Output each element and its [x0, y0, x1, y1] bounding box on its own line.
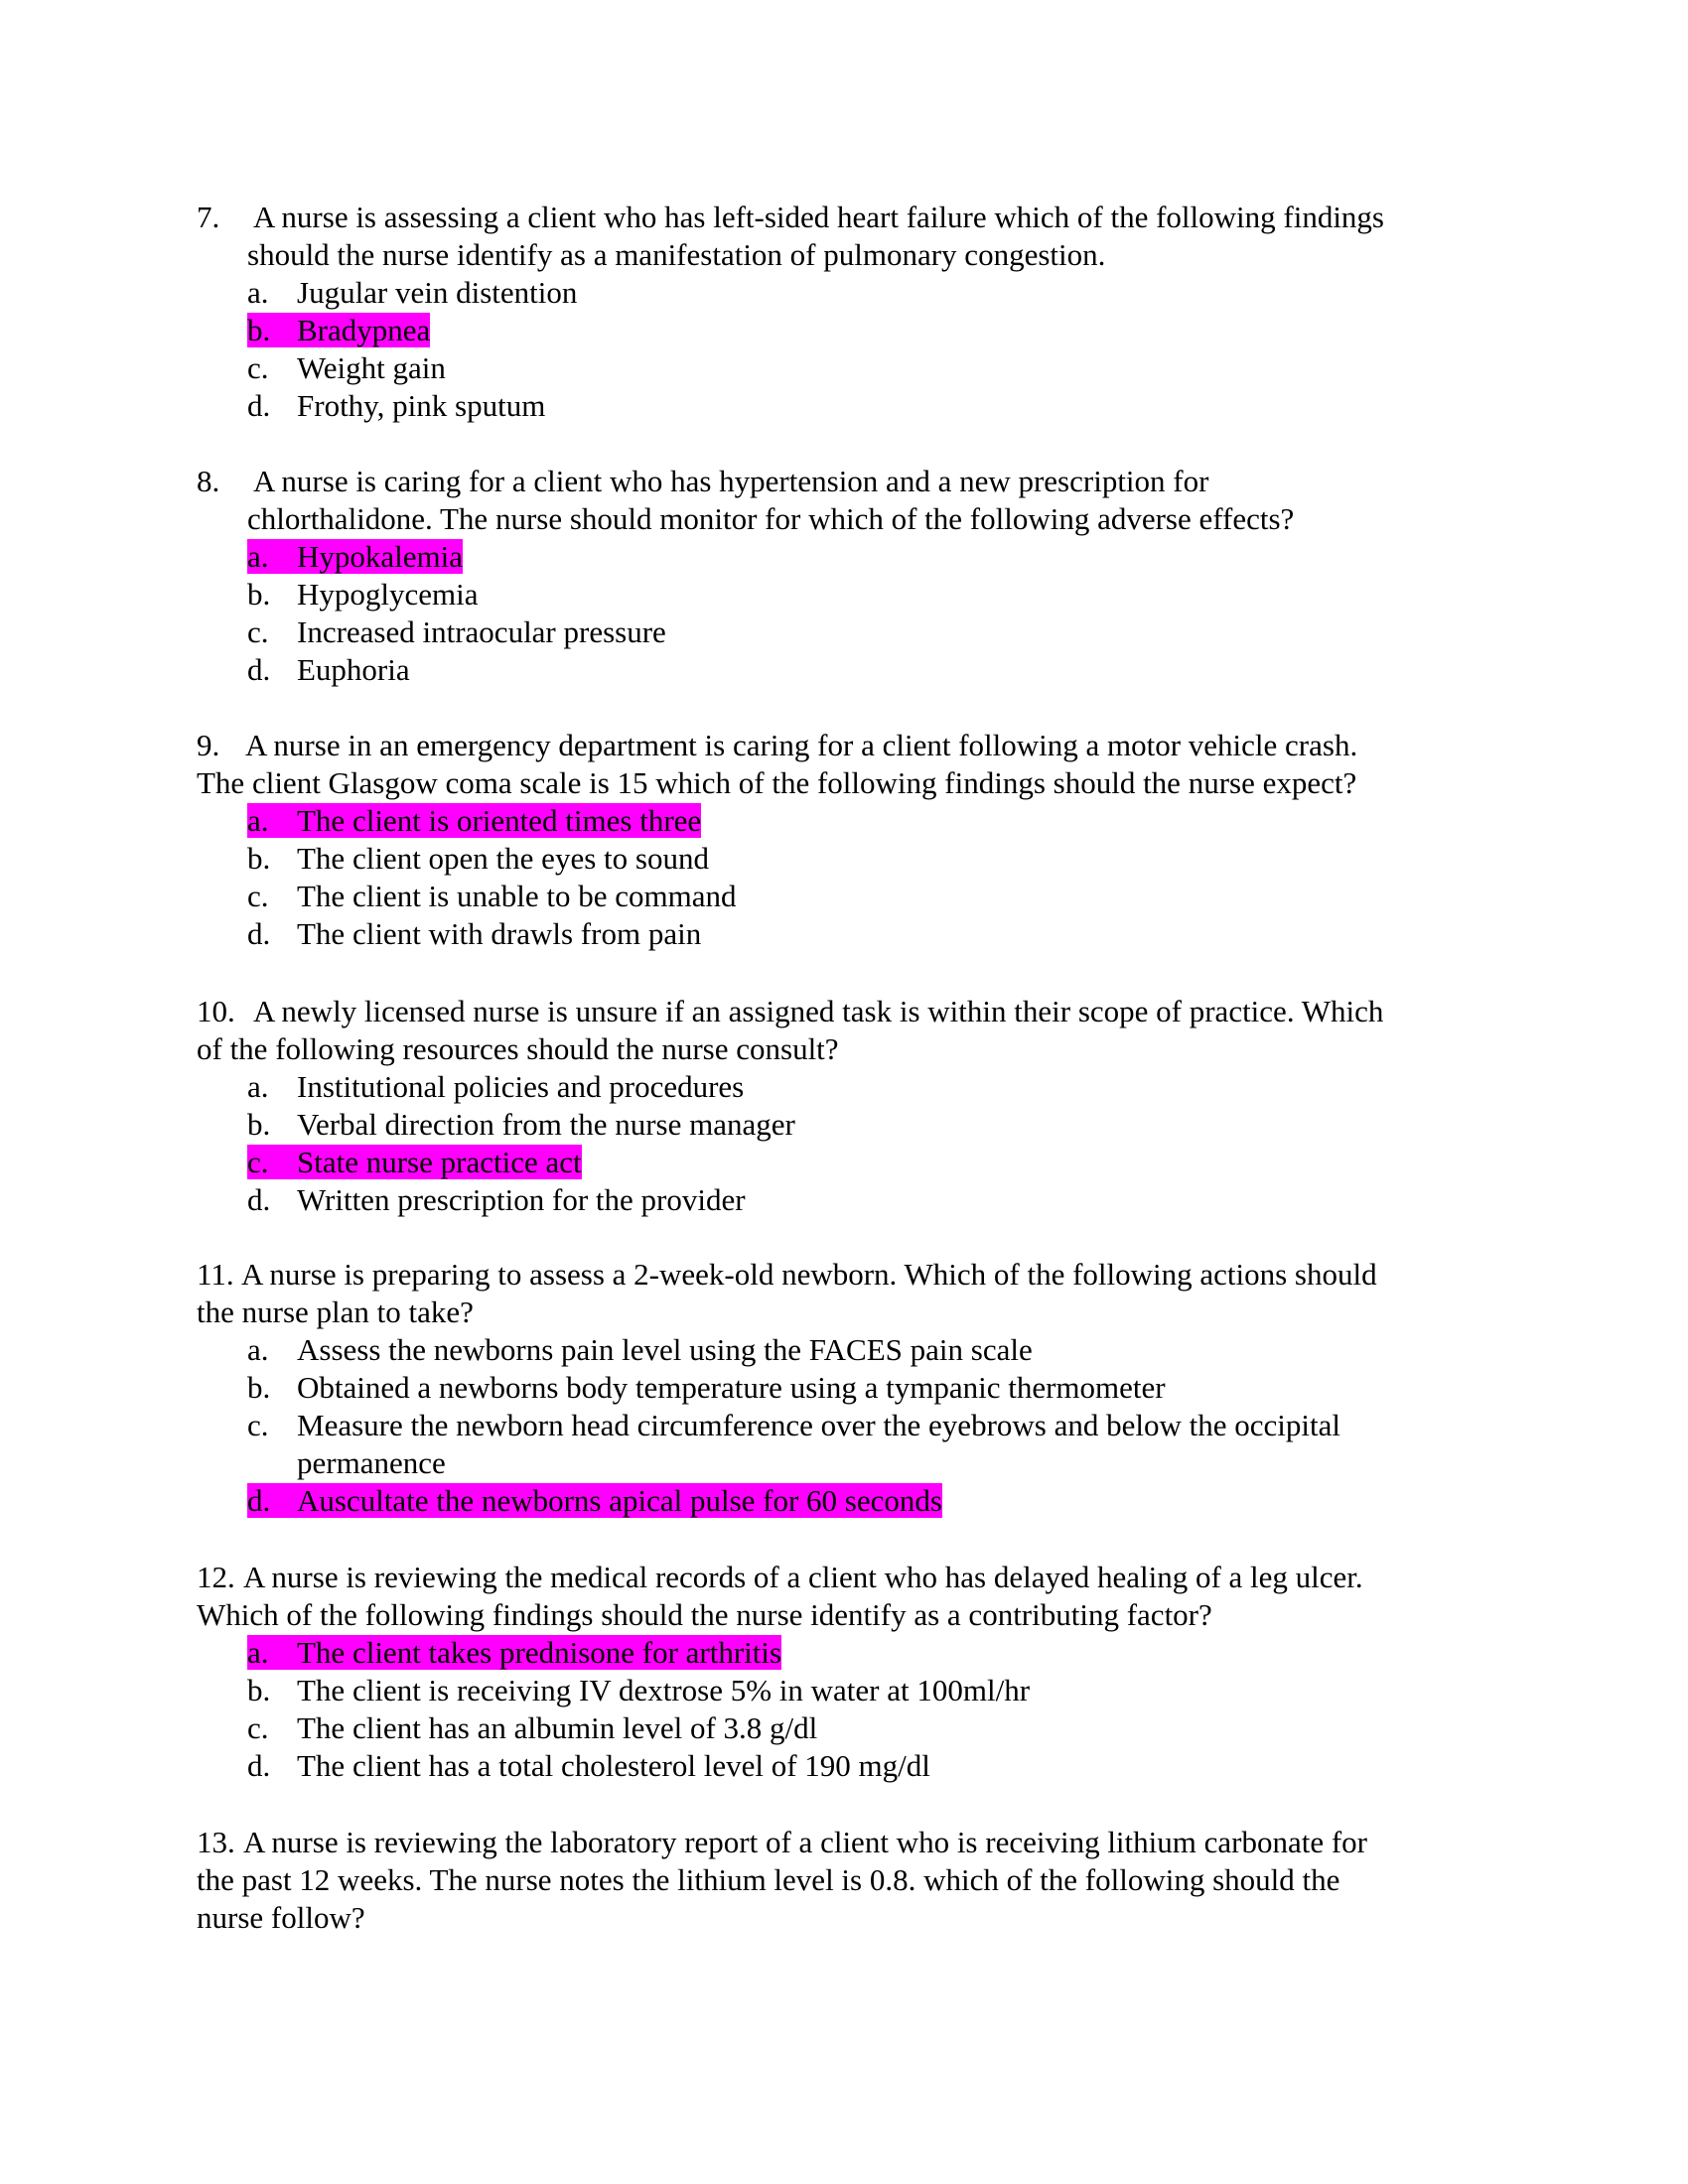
answer-option-highlighted: d. Auscultate the newborns apical pulse for 60 seconds	[247, 1483, 942, 1518]
question-number: 13.	[197, 1825, 235, 1859]
question-stem-line: nurse follow?	[197, 1900, 365, 1935]
answer-option: c. Weight gain	[247, 350, 446, 385]
answer-option: b. Verbal direction from the nurse manager	[247, 1107, 795, 1142]
answer-option: b. Obtained a newborns body temperature using a tympanic thermometer	[247, 1370, 1166, 1405]
answer-option-highlighted: a. The client takes prednisone for arthritis	[247, 1635, 782, 1670]
question-number: 11.	[197, 1257, 234, 1292]
answer-option-highlighted: a. The client is oriented times three	[247, 803, 702, 838]
question-stem-line: A nurse is reviewing the medical records of a client who has delayed healing of a leg ulcer.	[243, 1560, 1363, 1594]
answer-option: d. The client with drawls from pain	[247, 916, 702, 951]
answer-option: d. The client has a total cholesterol level of 190 mg/dl	[247, 1748, 930, 1783]
question-stem-line: A newly licensed nurse is unsure if an assigned task is within their scope of practice. Which	[253, 994, 1384, 1028]
question-stem-line: chlorthalidone. The nurse should monitor for which of the following adverse effects?	[247, 501, 1295, 536]
question-number: 10.	[197, 994, 235, 1028]
answer-option-highlighted: c. State nurse practice act	[247, 1145, 582, 1179]
question-stem-line: of the following resources should the nurse consult?	[197, 1031, 839, 1066]
question-stem-line: A nurse is caring for a client who has hypertension and a new prescription for	[253, 464, 1209, 498]
answer-option: c. Measure the newborn head circumference over the eyebrows and below the occipital	[247, 1408, 1340, 1442]
question-stem-line: should the nurse identify as a manifestation of pulmonary congestion.	[247, 237, 1106, 272]
question-number: 7.	[197, 200, 220, 234]
answer-option: c. The client has an albumin level of 3.8 g/dl	[247, 1710, 818, 1745]
question-number: 8.	[197, 464, 220, 498]
question-stem-line: Which of the following findings should the nurse identify as a contributing factor?	[197, 1597, 1212, 1632]
answer-option-continuation: permanence	[297, 1445, 446, 1480]
question-stem-line: A nurse is preparing to assess a 2-week-old newborn. Which of the following actions should	[241, 1257, 1377, 1292]
question-stem-line: A nurse is reviewing the laboratory report of a client who is receiving lithium carbonate for	[243, 1825, 1367, 1859]
question-stem-line: the nurse plan to take?	[197, 1295, 474, 1329]
answer-option: a. Institutional policies and procedures	[247, 1069, 745, 1104]
answer-option-highlighted: b. Bradypnea	[247, 313, 431, 347]
answer-option: a. Jugular vein distention	[247, 275, 578, 310]
answer-option: d. Euphoria	[247, 652, 410, 687]
answer-option: b. The client open the eyes to sound	[247, 841, 709, 876]
answer-option: b. Hypoglycemia	[247, 577, 479, 612]
answer-option: a. Assess the newborns pain level using the FACES pain scale	[247, 1332, 1033, 1367]
answer-option: c. Increased intraocular pressure	[247, 614, 666, 649]
question-number: 12.	[197, 1560, 235, 1594]
answer-option-highlighted: a. Hypokalemia	[247, 539, 464, 574]
answer-option: d. Frothy, pink sputum	[247, 388, 546, 423]
question-stem-line: A nurse is assessing a client who has left-sided heart failure which of the following findings	[253, 200, 1384, 234]
answer-option: c. The client is unable to be command	[247, 879, 737, 913]
question-stem-line: A nurse in an emergency department is caring for a client following a motor vehicle crash.	[245, 728, 1358, 762]
answer-option: b. The client is receiving IV dextrose 5% in water at 100ml/hr	[247, 1673, 1031, 1707]
question-number: 9.	[197, 728, 220, 762]
question-stem-line: the past 12 weeks. The nurse notes the lithium level is 0.8. which of the following should the	[197, 1862, 1340, 1897]
answer-option: d. Written prescription for the provider	[247, 1182, 746, 1217]
question-stem-line: The client Glasgow coma scale is 15 which of the following findings should the nurse expect?	[197, 765, 1357, 800]
